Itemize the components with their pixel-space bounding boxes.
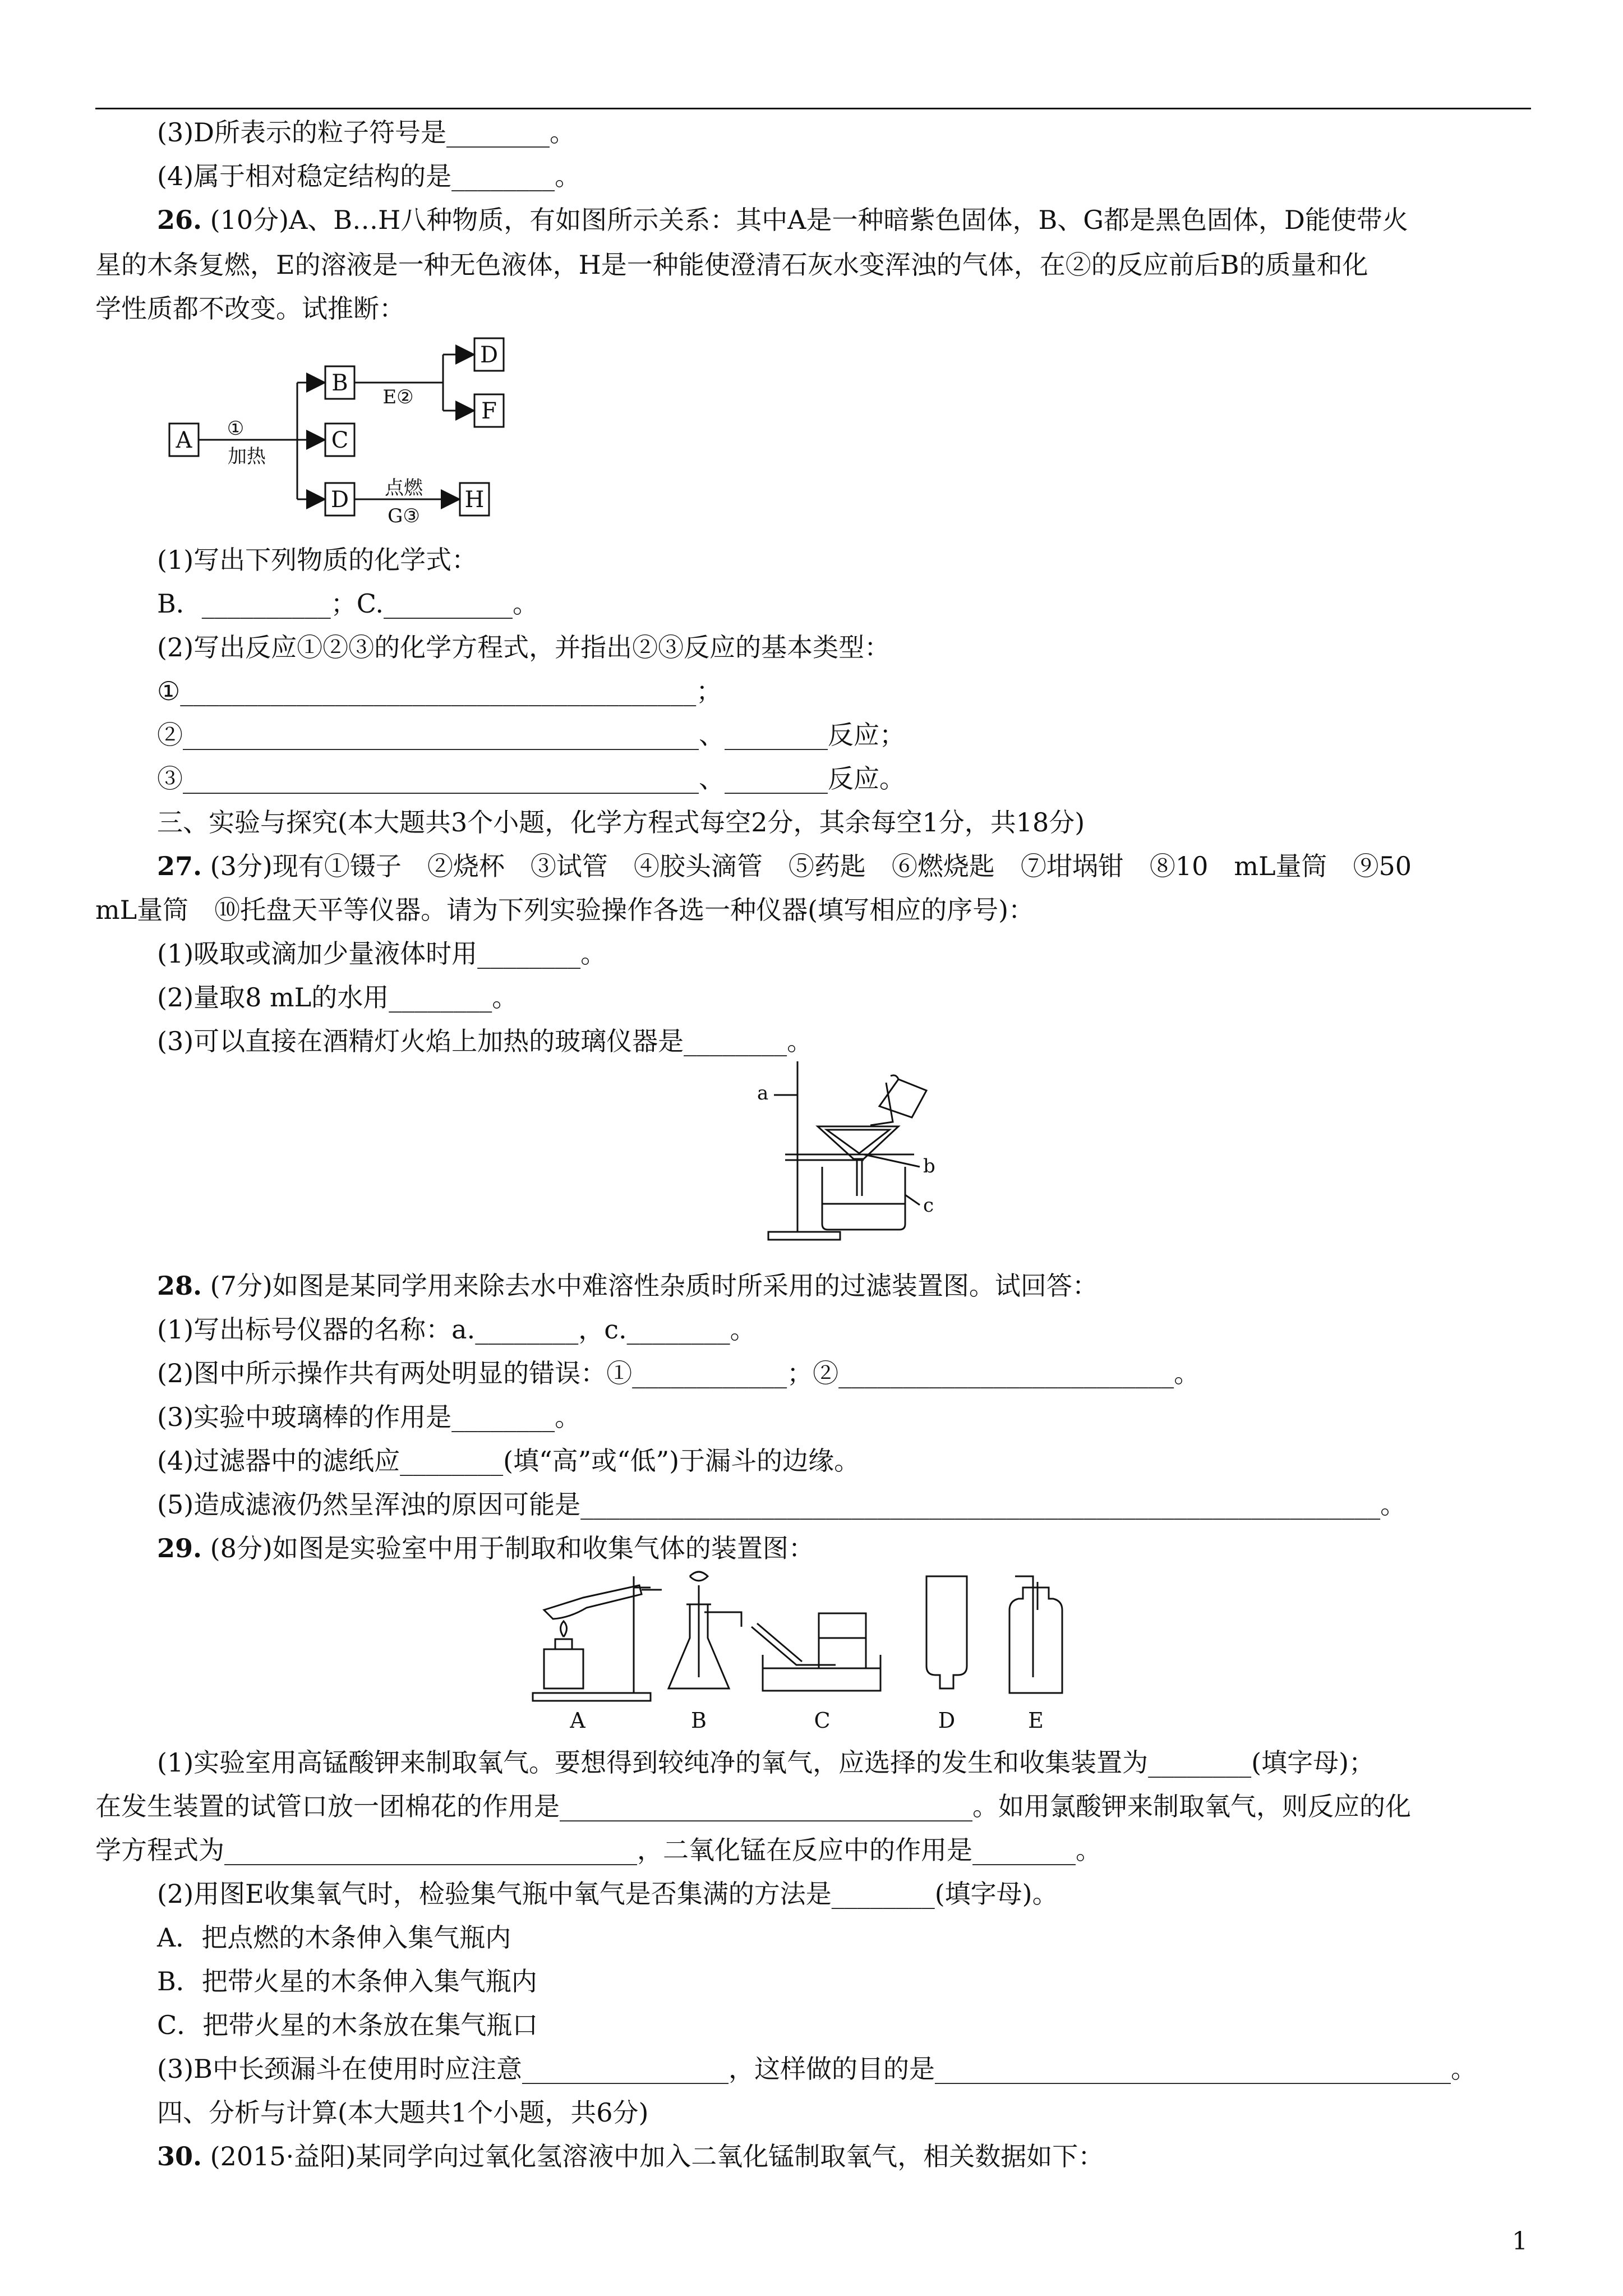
q26-stem-line2: 星的木条复燃，E的溶液是一种无色液体，H是一种能使澄清石灰水变浑浊的气体，在②的反应前后B的质量和化 <box>95 250 1368 280</box>
q29-part1-line1: (1)实验室用高锰酸钾来制取氧气。要想得到较纯净的氧气，应选择的发生和收集装置为________(填字母)； <box>157 1747 1375 1778</box>
q28-stem: 28. (7分)如图是某同学用来除去水中难溶性杂质时所采用的过滤装置图。试回答： <box>157 1271 1098 1301</box>
apparatus-figure <box>522 1565 1161 1736</box>
q29-option-c: C．把带火星的木条放在集气瓶口 <box>157 2010 538 2040</box>
q29-part2: (2)用图E收集氧气时，检验集气瓶中氧气是否集满的方法是________(填字母)。 <box>157 1879 1058 1909</box>
flow-diagram <box>163 328 522 532</box>
page-number: 1 <box>1512 2227 1528 2256</box>
header-rule <box>95 108 1531 109</box>
q27-part1: (1)吸取或滴加少量液体时用________。 <box>157 938 607 969</box>
apparatus-figure-svg <box>522 1565 1161 1733</box>
q25-part3: (3)D所表示的粒子符号是________。 <box>157 117 576 148</box>
q25-part4: (4)属于相对稳定结构的是________。 <box>157 161 581 191</box>
section-3-heading: 三、实验与探究(本大题共3个小题，化学方程式每空2分，其余每空1分，共18分) <box>157 807 1085 838</box>
reaction-3-label: G③ <box>388 505 420 527</box>
flow-diagram-svg <box>163 328 522 530</box>
label-D: D <box>938 1708 956 1733</box>
section-4-heading: 四、分析与计算(本大题共1个小题，共6分) <box>157 2097 649 2128</box>
q28-part2: (2)图中所示操作共有两处明显的错误：①____________；②__________________________。 <box>157 1358 1200 1388</box>
q29-number: 29. <box>157 1533 202 1563</box>
box-f-label: F <box>481 398 497 424</box>
q28-part5: (5)造成滤液仍然呈浑浊的原因可能是______________________________________________________________。 <box>157 1489 1407 1520</box>
q28-number: 28. <box>157 1271 202 1301</box>
box-c-label: C <box>331 427 349 453</box>
q30-number: 30. <box>157 2141 202 2171</box>
label-A: A <box>570 1708 585 1733</box>
ignite-label: 点燃 <box>385 477 423 499</box>
q29-part1-line2: 在发生装置的试管口放一团棉花的作用是________________________________。如用氯酸钾来制取氧气，则反应的化 <box>95 1791 1411 1821</box>
q27-part3: (3)可以直接在酒精灯火焰上加热的玻璃仪器是________。 <box>157 1026 813 1056</box>
q27-stem-line2: mL量筒 ⑩托盘天平等仪器。请为下列实验操作各选一种仪器(填写相应的序号)： <box>95 895 1035 925</box>
q26-part1-blanks: B．__________；C.__________。 <box>157 588 538 619</box>
q29-option-a: A．把点燃的木条伸入集气瓶内 <box>157 1922 511 1953</box>
q27-part2: (2)量取8 mL的水用________。 <box>157 982 518 1013</box>
q26-eq2: ②________________________________________、________反应； <box>157 720 905 750</box>
q30-stem: 30. (2015·益阳)某同学向过氧化氢溶液中加入二氧化锰制取氧气，相关数据如下： <box>157 2141 1104 2171</box>
label-c: c <box>923 1194 934 1217</box>
q29-option-b: B．把带火星的木条伸入集气瓶内 <box>157 1966 537 1996</box>
filter-figure-svg <box>751 1055 976 1245</box>
box-h-label: H <box>464 487 485 513</box>
box-d-top-label: D <box>479 342 499 368</box>
q28-part1: (1)写出标号仪器的名称：a.________，c.________。 <box>157 1314 756 1345</box>
reaction-1-label: ① <box>227 417 245 440</box>
label-E: E <box>1028 1708 1044 1733</box>
q28-part3: (3)实验中玻璃棒的作用是________。 <box>157 1402 581 1432</box>
box-a-label: A <box>176 427 192 453</box>
box-b-label: B <box>331 370 348 396</box>
q29-part1-line3: 学方程式为________________________________，二氧化锰在反应中的作用是________。 <box>95 1835 1101 1865</box>
filter-figure <box>751 1055 976 1248</box>
q28-part4: (4)过滤器中的滤纸应________(填“高”或“低”)于漏斗的边缘。 <box>157 1446 860 1476</box>
label-a: a <box>757 1082 769 1105</box>
label-C: C <box>814 1708 831 1733</box>
box-d-label: D <box>330 487 349 513</box>
label-b: b <box>923 1155 935 1177</box>
q26-eq1: ①________________________________________； <box>157 676 722 706</box>
q26-part1: (1)写出下列物质的化学式： <box>157 545 478 575</box>
q27-number: 27. <box>157 851 202 881</box>
q26-eq3: ③________________________________________、________反应。 <box>157 763 905 794</box>
heat-label: 加热 <box>228 445 266 468</box>
q26-number: 26. <box>157 205 202 235</box>
label-B: B <box>691 1708 707 1733</box>
reaction-2-label: E② <box>382 386 414 408</box>
q29-part3: (3)B中长颈漏斗在使用时应注意________________，这样做的目的是________________________________________。 <box>157 2054 1477 2084</box>
q27-stem-line1: 27. (3分)现有①镊子 ②烧杯 ③试管 ④胶头滴管 ⑤药匙 ⑥燃烧匙 ⑦坩埚钳 ⑧10 mL量筒 ⑨50 <box>157 851 1412 881</box>
q26-part2: (2)写出反应①②③的化学方程式，并指出②③反应的基本类型： <box>157 632 891 662</box>
q29-stem: 29. (8分)如图是实验室中用于制取和收集气体的装置图： <box>157 1533 814 1563</box>
q26-stem-line3: 学性质都不改变。试推断： <box>95 293 405 324</box>
q26-stem-line1: 26. (10分)A、B…H八种物质，有如图所示关系：其中A是一种暗紫色固体，B、G都是黑色固体，D能使带火 <box>157 205 1408 235</box>
